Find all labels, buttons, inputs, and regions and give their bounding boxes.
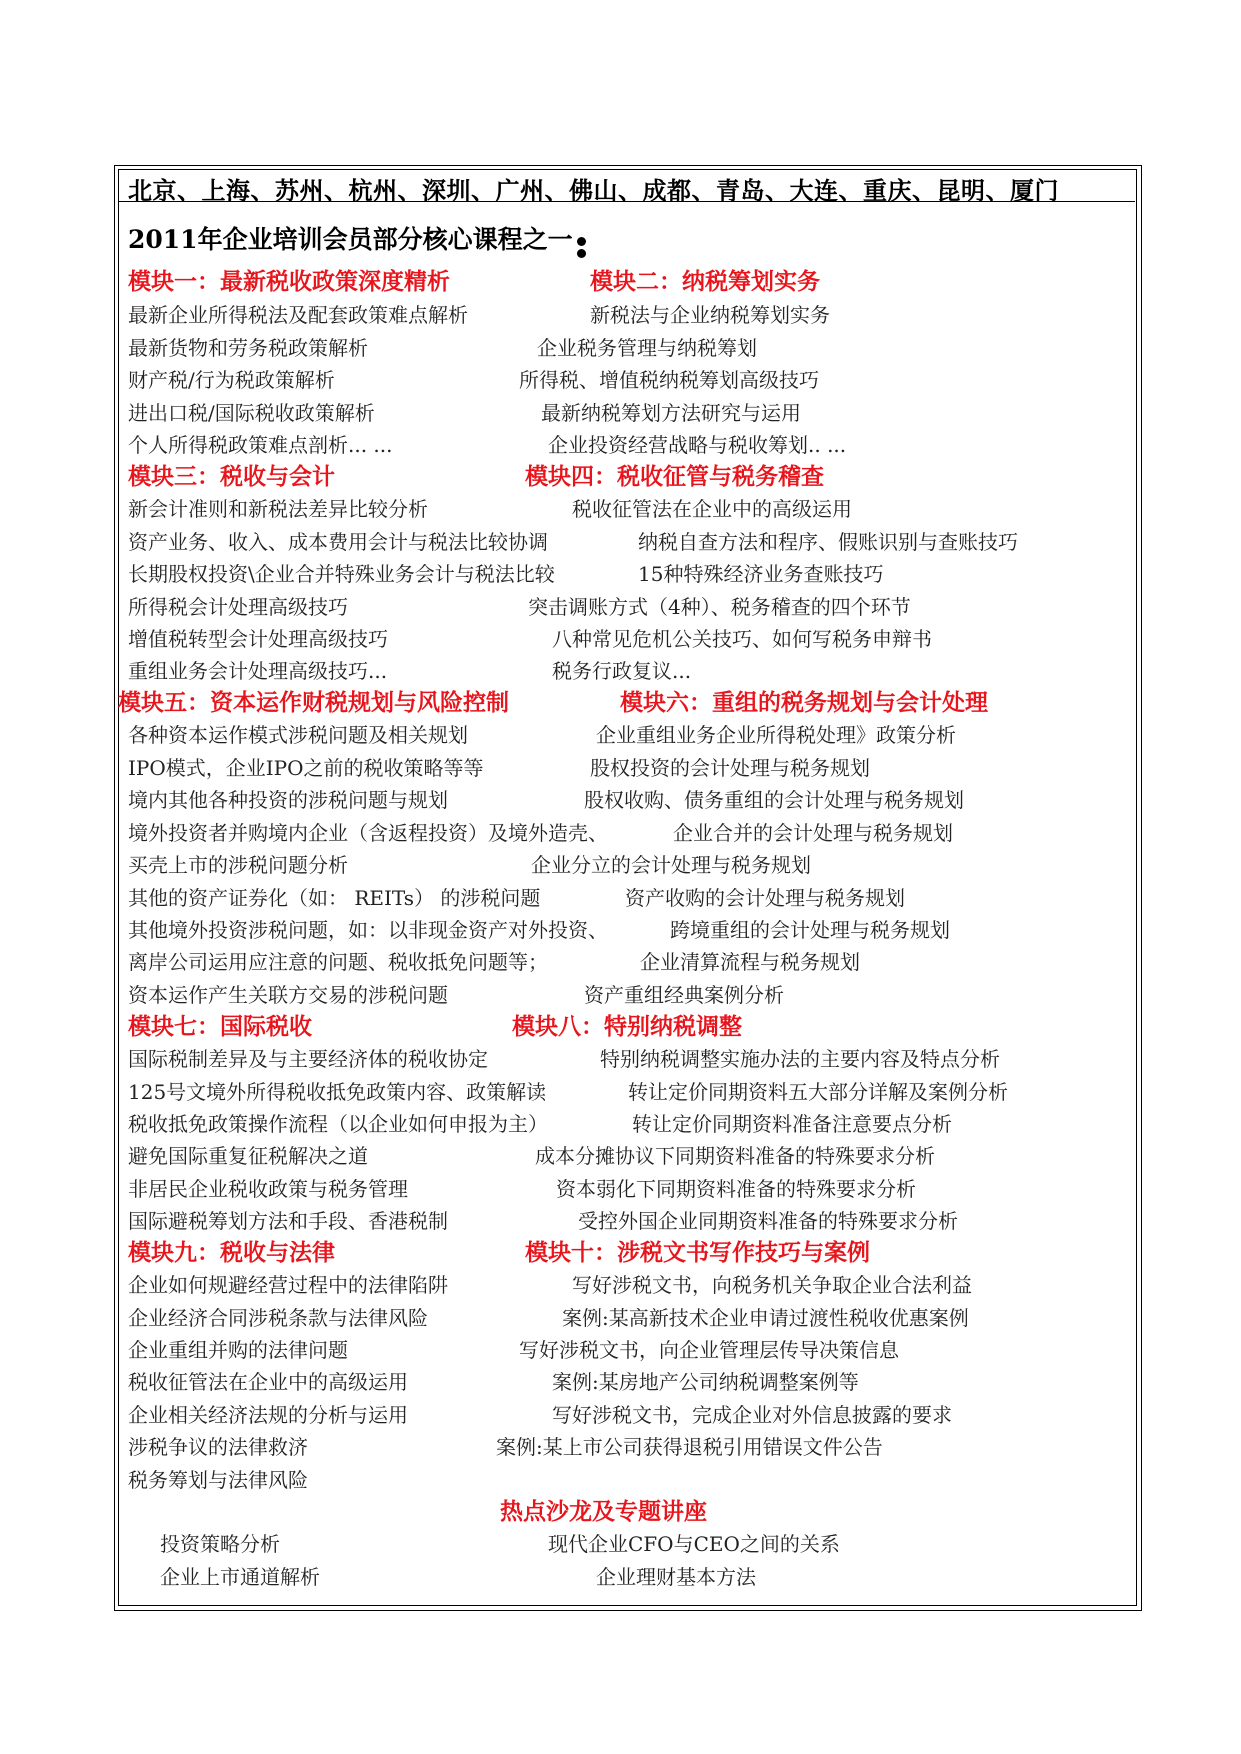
course-item: 最新纳税筹划方法研究与运用 (541, 401, 801, 425)
course-item: 特别纳税调整实施办法的主要内容及特点分析 (600, 1047, 1000, 1071)
course-item: 写好涉税文书，向企业管理层传导决策信息 (519, 1338, 899, 1362)
course-item: 国际避税筹划方法和手段、香港税制 (128, 1209, 448, 1233)
course-item: 企业投资经营战略与税收筹划.. ... (548, 433, 847, 457)
course-item: 写好涉税文书，完成企业对外信息披露的要求 (552, 1403, 952, 1427)
module-heading: 模块一：最新税收政策深度精析 (128, 268, 450, 295)
course-item: 所得税会计处理高级技巧 (128, 595, 348, 619)
course-item: 非居民企业税收政策与税务管理 (128, 1177, 408, 1201)
course-item: 转让定价同期资料准备注意要点分析 (632, 1112, 952, 1136)
course-item: 企业合并的会计处理与税务规划 (673, 821, 953, 845)
course-item: 资本运作产生关联方交易的涉税问题 (128, 983, 448, 1007)
course-item: 税务筹划与法律风险 (128, 1468, 308, 1492)
module-heading: 模块九：税收与法律 (128, 1239, 335, 1266)
course-item: 资产重组经典案例分析 (584, 983, 784, 1007)
course-item: 案例:某上市公司获得退税引用错误文件公告 (496, 1435, 883, 1459)
course-item: 股权投资的会计处理与税务规划 (590, 756, 870, 780)
course-item: 企业相关经济法规的分析与运用 (128, 1403, 408, 1427)
course-item: 企业经济合同涉税条款与法律风险 (128, 1306, 428, 1330)
module-heading: 模块五：资本运作财税规划与风险控制 (118, 689, 509, 716)
course-item: 资本弱化下同期资料准备的特殊要求分析 (556, 1177, 916, 1201)
module-heading: 模块八：特别纳税调整 (512, 1013, 742, 1040)
module-heading: 模块四：税收征管与税务稽查 (525, 463, 824, 490)
course-item: 企业分立的会计处理与税务规划 (531, 853, 811, 877)
course-item: 最新企业所得税法及配套政策难点解析 (128, 303, 468, 327)
module-heading: 模块二：纳税筹划实务 (590, 268, 820, 295)
course-item: 财产税/行为税政策解析 (128, 368, 335, 392)
course-item: 个人所得税政策难点剖析... ... (128, 433, 393, 457)
course-item: 涉税争议的法律救济 (128, 1435, 308, 1459)
title-text: 2011年企业培训会员部分核心课程之一 (128, 225, 573, 254)
course-item: 跨境重组的会计处理与税务规划 (670, 918, 950, 942)
course-item: 纳税自查方法和程序、假账识别与查账技巧 (638, 530, 1018, 554)
salon-item: 现代企业CFO与CEO之间的关系 (548, 1532, 840, 1556)
course-item: 税收征管法在企业中的高级运用 (572, 497, 852, 521)
cities-text: 北京、上海、苏州、杭州、深圳、广州、佛山、成都、青岛、大连、重庆、昆明、厦门 (128, 176, 1059, 205)
course-item: 15种特殊经济业务查账技巧 (638, 562, 884, 586)
course-item: 各种资本运作模式涉税问题及相关规划 (128, 723, 468, 747)
course-item: 买壳上市的涉税问题分析 (128, 853, 348, 877)
course-item: 最新货物和劳务税政策解析 (128, 336, 368, 360)
salon-heading: 热点沙龙及专题讲座 (500, 1498, 707, 1525)
cities-bar (118, 169, 1135, 205)
bullet-dot-icon (577, 237, 586, 246)
course-item: 资产业务、收入、成本费用会计与税法比较协调 (128, 530, 548, 554)
course-item: 境内其他各种投资的涉税问题与规划 (128, 788, 448, 812)
course-item: 重组业务会计处理高级技巧... (128, 659, 388, 683)
module-heading: 模块六：重组的税务规划与会计处理 (620, 689, 988, 716)
salon-item: 投资策略分析 (160, 1532, 280, 1556)
course-item: 案例:某房地产公司纳税调整案例等 (552, 1370, 859, 1394)
course-item: IPO模式，企业IPO之前的税收策略等等 (128, 756, 484, 780)
course-item: 进出口税/国际税收政策解析 (128, 401, 375, 425)
course-item: 税收抵免政策操作流程（以企业如何申报为主） (128, 1112, 548, 1136)
course-item: 企业如何规避经营过程中的法律陷阱 (128, 1273, 448, 1297)
salon-item: 企业理财基本方法 (596, 1565, 756, 1589)
bullet-dot-icon (577, 249, 586, 258)
course-item: 税务行政复议... (552, 659, 692, 683)
course-item: 企业清算流程与税务规划 (640, 950, 860, 974)
course-item: 写好涉税文书，向税务机关争取企业合法利益 (572, 1273, 972, 1297)
module-heading: 模块七：国际税收 (128, 1013, 312, 1040)
salon-item: 企业上市通道解析 (160, 1565, 320, 1589)
course-item: 新税法与企业纳税筹划实务 (590, 303, 830, 327)
course-item: 境外投资者并购境内企业（含返程投资）及境外造壳、 (128, 821, 608, 845)
course-item: 新会计准则和新税法差异比较分析 (128, 497, 428, 521)
course-item: 增值税转型会计处理高级技巧 (128, 627, 388, 651)
course-item: 企业重组并购的法律问题 (128, 1338, 348, 1362)
course-item: 受控外国企业同期资料准备的特殊要求分析 (578, 1209, 958, 1233)
course-item: 股权收购、债务重组的会计处理与税务规划 (584, 788, 964, 812)
course-item: 国际税制差异及与主要经济体的税收协定 (128, 1047, 488, 1071)
course-item: 转让定价同期资料五大部分详解及案例分析 (628, 1080, 1008, 1104)
course-item: 其他境外投资涉税问题，如：以非现金资产对外投资、 (128, 918, 608, 942)
course-item: 避免国际重复征税解决之道 (128, 1144, 368, 1168)
course-item: 成本分摊协议下同期资料准备的特殊要求分析 (535, 1144, 935, 1168)
course-item: 其他的资产证券化（如： REITs） 的涉税问题 (128, 886, 541, 910)
course-item: 税收征管法在企业中的高级运用 (128, 1370, 408, 1394)
course-item: 长期股权投资\企业合并特殊业务会计与税法比较 (128, 562, 555, 586)
course-item: 资产收购的会计处理与税务规划 (625, 886, 905, 910)
course-item: 案例:某高新技术企业申请过渡性税收优惠案例 (562, 1306, 969, 1330)
module-heading: 模块三：税收与会计 (128, 463, 335, 490)
course-item: 八种常见危机公关技巧、如何写税务申辩书 (552, 627, 932, 651)
course-item: 突击调账方式（4种）、税务稽查的四个环节 (528, 595, 911, 619)
course-item: 离岸公司运用应注意的问题、税收抵免问题等； (128, 950, 548, 974)
course-item: 125号文境外所得税收抵免政策内容、政策解读 (128, 1080, 547, 1104)
module-heading: 模块十：涉税文书写作技巧与案例 (525, 1239, 870, 1266)
course-item: 所得税、增值税纳税筹划高级技巧 (519, 368, 819, 392)
document-title (128, 225, 586, 254)
course-item: 企业税务管理与纳税筹划 (537, 336, 757, 360)
course-item: 企业重组业务企业所得税处理》政策分析 (596, 723, 956, 747)
